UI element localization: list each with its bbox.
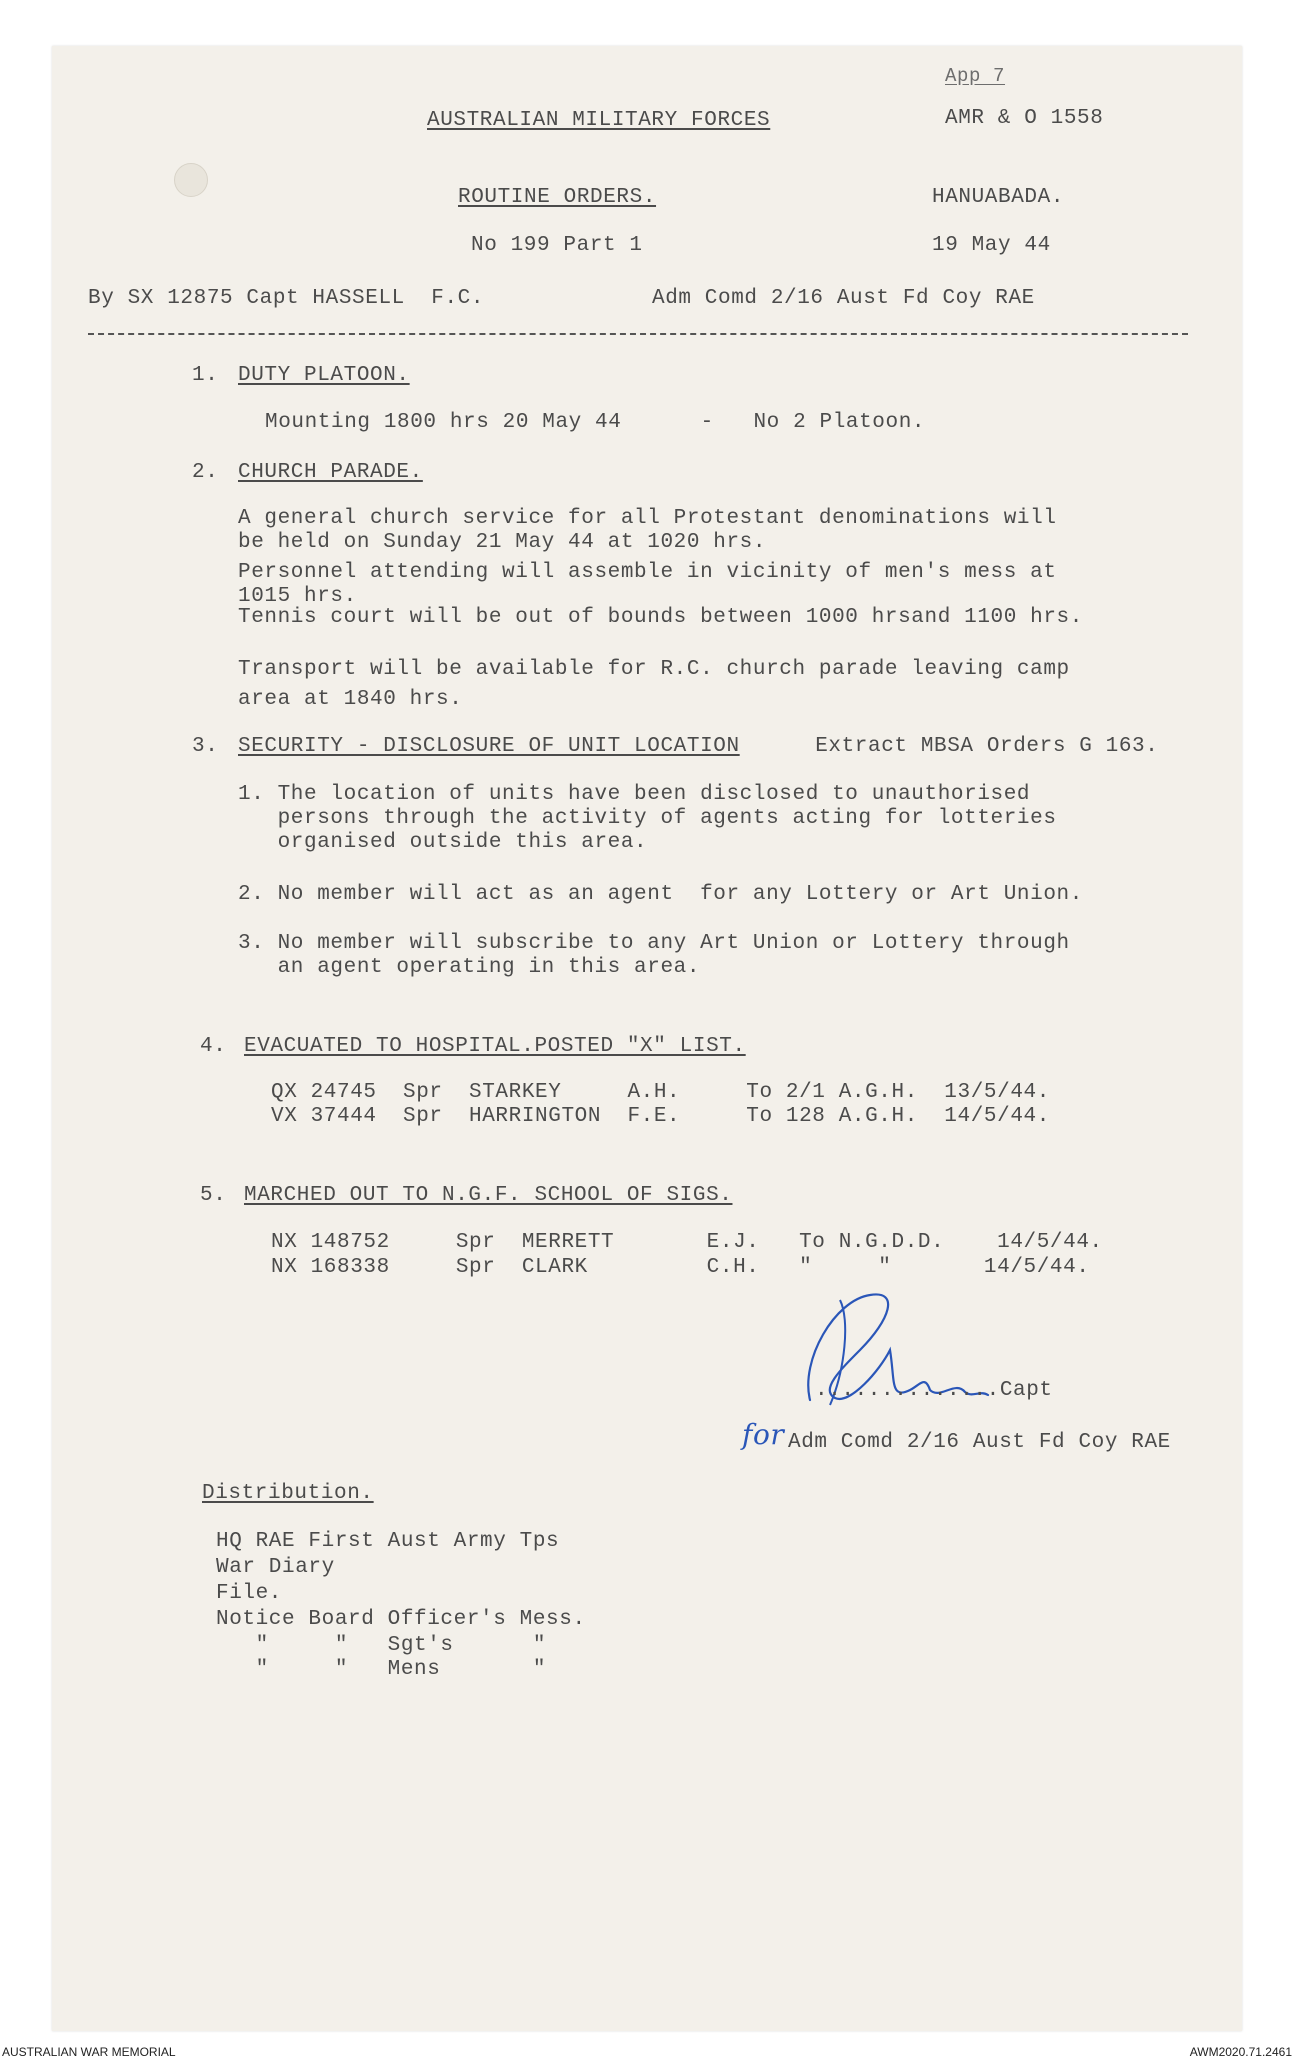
distribution-line: File. xyxy=(216,1582,283,1605)
section-2-line: area at 1840 hrs. xyxy=(238,688,463,711)
section-5-title: MARCHED OUT TO N.G.F. SCHOOL OF SIGS. xyxy=(244,1184,733,1207)
section-3-item: 2. No member will act as an agent for any Lottery or Art Union. xyxy=(238,883,1083,906)
section-2-line: be held on Sunday 21 May 44 at 1020 hrs. xyxy=(238,531,767,554)
distribution-title: Distribution. xyxy=(202,1482,374,1505)
distribution-line: HQ RAE First Aust Army Tps xyxy=(216,1530,560,1553)
handwritten-for: for xyxy=(742,1418,785,1451)
section-2-line: A general church service for all Protestant denominations will xyxy=(238,507,1057,530)
section-3-title: SECURITY - DISCLOSURE OF UNIT LOCATION xyxy=(238,735,740,758)
document-title: AUSTRALIAN MILITARY FORCES xyxy=(427,109,771,132)
section-3-number: 3. xyxy=(192,735,219,758)
section-2-line: Transport will be available for R.C. church parade leaving camp xyxy=(238,658,1070,681)
section-1-number: 1. xyxy=(192,364,219,387)
section-3-item: persons through the activity of agents acting for lotteries xyxy=(238,807,1057,830)
section-3-item: 3. No member will subscribe to any Art Union or Lottery through xyxy=(238,932,1070,955)
issued-by: By SX 12875 Capt HASSELL F.C. xyxy=(88,287,485,310)
marched-out-row: NX 168338 Spr CLARK C.H. " " 14/5/44. xyxy=(271,1256,1090,1279)
section-4-title: EVACUATED TO HOSPITAL.POSTED "X" LIST. xyxy=(244,1035,746,1058)
distribution-line: War Diary xyxy=(216,1556,335,1579)
distribution-line: " " Sgt's " xyxy=(216,1634,547,1657)
footer-institution: AUSTRALIAN WAR MEMORIAL xyxy=(2,2045,176,2059)
punch-hole xyxy=(174,163,208,197)
evacuation-row: QX 24745 Spr STARKEY A.H. To 2/1 A.G.H. 13/5/44. xyxy=(271,1081,1050,1104)
header-rule xyxy=(88,333,1188,335)
section-4-number: 4. xyxy=(200,1035,227,1058)
signature-for-line: Adm Comd 2/16 Aust Fd Coy RAE xyxy=(788,1431,1171,1454)
footer-accession: AWM2020.71.2461 xyxy=(1189,2045,1292,2059)
routine-orders-heading: ROUTINE ORDERS. xyxy=(458,186,657,209)
section-1-title: DUTY PLATOON. xyxy=(238,364,410,387)
order-date: 19 May 44 xyxy=(932,234,1051,257)
file-reference: AMR & O 1558 xyxy=(945,107,1104,130)
section-3-item: organised outside this area. xyxy=(238,831,648,854)
marched-out-row: NX 148752 Spr MERRETT E.J. To N.G.D.D. 14/5/44. xyxy=(271,1231,1103,1254)
section-3-source: Extract MBSA Orders G 163. xyxy=(802,735,1159,758)
order-number: No 199 Part 1 xyxy=(471,234,643,257)
location: HANUABADA. xyxy=(932,186,1065,209)
signature-rank: ..............Capt xyxy=(815,1379,1053,1402)
distribution-line: " " Mens " xyxy=(216,1658,547,1681)
command: Adm Comd 2/16 Aust Fd Coy RAE xyxy=(652,287,1035,310)
section-2-number: 2. xyxy=(192,461,219,484)
appendix-ref: App 7 xyxy=(945,65,1006,87)
section-2-line: Tennis court will be out of bounds between 1000 hrsand 1100 hrs. xyxy=(238,606,1083,629)
section-2-title: CHURCH PARADE. xyxy=(238,461,423,484)
section-3-item: an agent operating in this area. xyxy=(238,956,701,979)
section-1-text: Mounting 1800 hrs 20 May 44 - No 2 Platoon. xyxy=(265,411,926,434)
section-2-line: Personnel attending will assemble in vicinity of men's mess at xyxy=(238,561,1057,584)
section-5-number: 5. xyxy=(200,1184,227,1207)
evacuation-row: VX 37444 Spr HARRINGTON F.E. To 128 A.G.H. 14/5/44. xyxy=(271,1105,1050,1128)
section-2-line: 1015 hrs. xyxy=(238,585,357,608)
section-3-item: 1. The location of units have been disclosed to unauthorised xyxy=(238,783,1031,806)
distribution-line: Notice Board Officer's Mess. xyxy=(216,1608,586,1631)
